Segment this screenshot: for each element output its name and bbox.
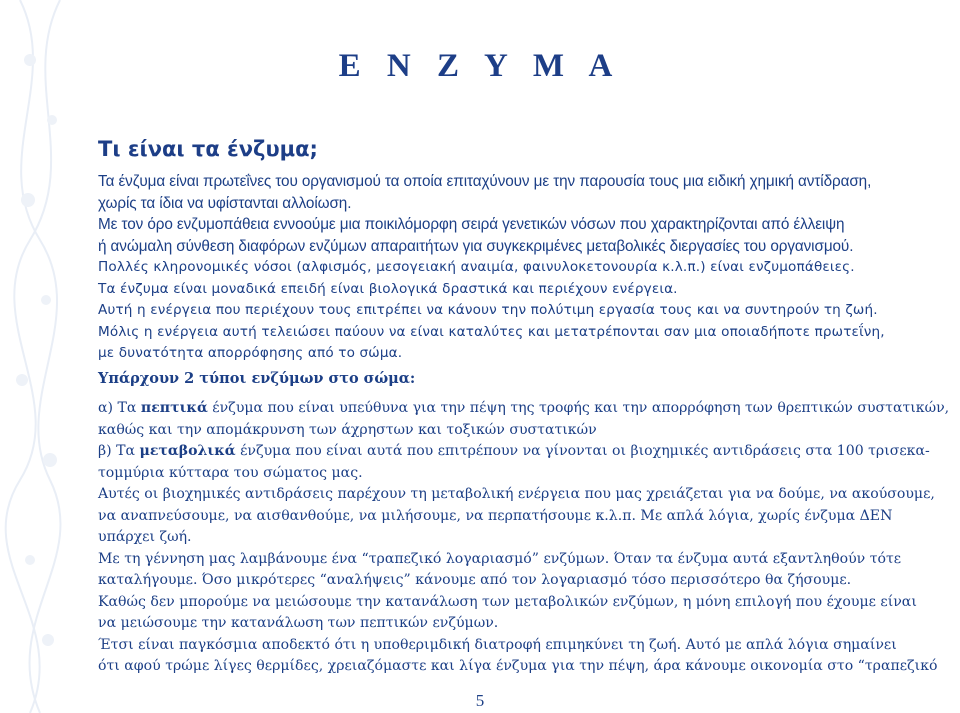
body-paragraph: [98, 257, 958, 365]
enzyme-type-a: [98, 398, 958, 441]
list-marker: α) Τα: [98, 400, 141, 416]
section-heading: Τι είναι τα ένζυμα;: [98, 137, 318, 161]
text-line: καταλήγουμε. Όσο μικρότερες “αναλήψεις” κάνουμε από τον λογαριασμό τόσο περισσότερο θα ζήσουμε.: [98, 572, 852, 588]
text-line: [98, 441, 958, 463]
text-line: Αυτές οι βιοχημικές αντιδράσεις παρέχουν τη μεταβολική ενέργεια που μας χρειάζεται για να δούμε, να ακούσουμε,: [98, 486, 935, 502]
text-line: Έτσι είναι παγκόσμια αποδεκτό ότι η υποθεριμδική διατροφή επιμηκύνει τη ζωή. Αυτό με απλά λόγια σημαίνει: [98, 636, 897, 653]
text-line: με δυνατότητα απορρόφησης από το σώμα.: [98, 345, 403, 361]
intro-paragraph: [98, 171, 958, 257]
enzyme-type-b: [98, 441, 958, 484]
text-line: χωρίς τα ίδια να υφίστανται αλλοίωση.: [98, 194, 352, 212]
term-digestive: πεπτικά: [140, 400, 208, 416]
text-line: καθώς και την απομάκρυνση των άχρηστων και τοξικών συστατικών: [98, 421, 597, 438]
text-line: Τα ένζυμα είναι μοναδικά επειδή είναι βιολογικά δραστικά και περιέχουν ενέργεια.: [98, 280, 678, 297]
text-line: Με τον όρο ενζυμοπάθεια εννοούμε μια ποικιλόμορφη σειρά γενετικών νόσων που χαρακτηρίζονται από έλλειψη: [98, 216, 845, 233]
text-line: υπάρχει ζωή.: [98, 529, 192, 545]
text-line: Μόλις η ενέργεια αυτή τελειώσει παύουν να είναι καταλύτες και μετατρέπονται σαν μια οποιαδήποτε πρωτεΐνη,: [98, 323, 885, 340]
document-title: E N Z Y M A: [338, 48, 622, 84]
closing-paragraph: [98, 484, 958, 678]
text-line: να αναπνεύσουμε, να αισθανθούμε, να μιλήσουμε, να περπατήσουμε κ.λ.π. Με απλά λόγια, χωρίς ένζυμα ΔΕΝ: [98, 507, 893, 524]
text-line: Με τη γέννηση μας λαμβάνουμε ένα “τραπεζικό λογαριασμό” ενζύμων. Όταν τα ένζυμα αυτά εξαντληθούν τότε: [98, 550, 902, 567]
text-line: να μειώσουμε την κατανάλωση των πεπτικών ενζύμων.: [98, 615, 499, 631]
text-line: ή ανώμαλη σύνθεση διαφόρων ενζύμων απαραιτήτων για συγκεκριμένες μεταβολικές διεργασίες του οργανισμού.: [98, 237, 854, 255]
list-marker: β) Τα: [98, 443, 140, 459]
text-line: [98, 398, 958, 420]
subheading: Υπάρχουν 2 τύποι ενζύμων στο σώμα:: [98, 370, 416, 387]
text-line: Αυτή η ενέργεια που περιέχουν τους επιτρέπει να κάνουν την πολύτιμη εργασία τους και να συντηρούν τη ζωή.: [98, 302, 878, 318]
text-line: Καθώς δεν μπορούμε να μειώσουμε την κατανάλωση των μεταβολικών ενζύμων, η μόνη επιλογή που έχουμε είναι: [98, 593, 917, 610]
text-line: τομμύρια κύτταρα του σώματος μας.: [98, 464, 363, 481]
text-line: ότι αφού τρώμε λίγες θερμίδες, χρειαζόμαστε και λίγα ένζυμα για την πέψη, άρα κάνουμε οικονομία στο “τραπεζικό: [98, 658, 938, 674]
term-description: ένζυμα που είναι αυτά που επιτρέπουν να γίνονται οι βιοχημικές αντιδράσεις στα 100 τρισεκα-: [235, 443, 930, 459]
term-metabolic: μεταβολικά: [139, 443, 236, 459]
term-description: ένζυμα που είναι υπεύθυνα για την πέψη της τροφής και την απορρόφηση των θρεπτικών συστατικών,: [207, 400, 950, 416]
page-number: 5: [475, 691, 485, 710]
text-line: Τα ένζυμα είναι πρωτεΐνες του οργανισμού τα οποία επιταχύνουν με την παρουσία τους μια ειδική χημική αντίδραση,: [98, 173, 872, 190]
text-line: Πολλές κληρονομικές νόσοι (αλφισμός, μεσογειακή αναιμία, φαινυλοκετονουρία κ.λ.π.) είναι ενζυμοπάθειες.: [98, 259, 855, 275]
